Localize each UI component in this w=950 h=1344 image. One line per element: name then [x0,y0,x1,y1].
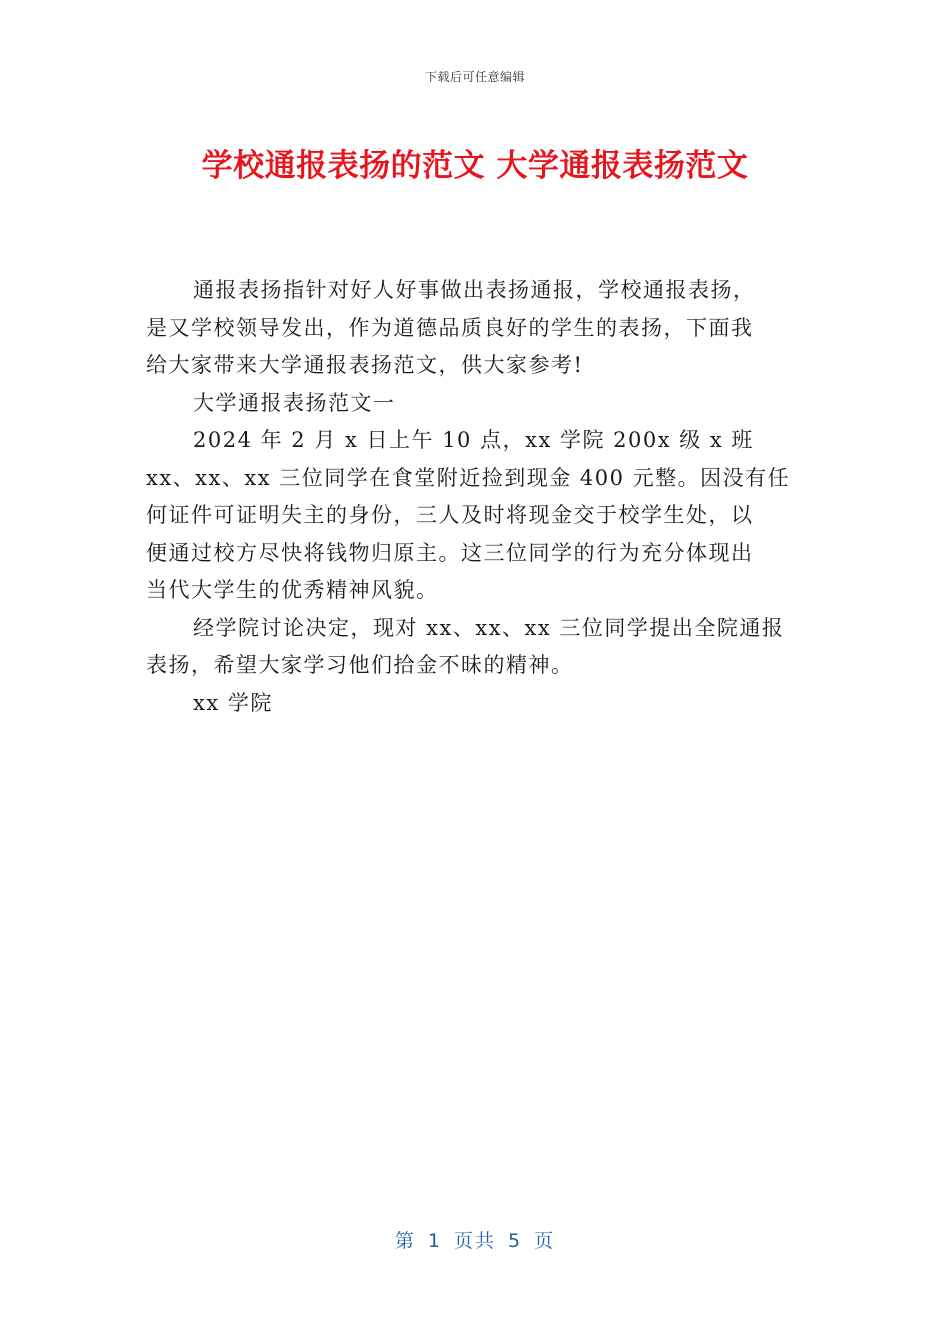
body-line-9: 当代大学生的优秀精神风貌。 [146,578,439,602]
body-line-1: 通报表扬指针对好人好事做出表扬通报，学校通报表扬， [193,278,756,302]
page-number-footer [0,1226,950,1253]
body-line-2: 是又学校领导发出，作为道德品质良好的学生的表扬，下面我 [146,315,754,340]
header-note: 下载后可任意编辑 [424,70,525,84]
page-mid: 页共 [453,1230,496,1252]
signature-line: xx 学院 [193,690,273,715]
total-pages: 5 [508,1230,523,1252]
body-line-8: 便通过校方尽快将钱物归原主。这三位同学的行为充分体现出 [146,540,754,565]
current-page: 1 [427,1230,442,1252]
page-prefix: 第 [394,1230,416,1252]
section-heading: 大学通报表扬范文一 [193,390,396,415]
body-line-3: 给大家带来大学通报表扬范文，供大家参考! [146,353,584,377]
body-line-7: 何证件可证明失主的身份，三人及时将现金交于校学生处，以 [146,503,754,527]
body-line-6: xx、xx、xx 三位同学在食堂附近捡到现金 400 元整。因没有任 [146,465,791,490]
body-line-5: 2024 年 2 月 x 日上午 10 点，xx 学院 200x 级 x 班 [193,428,754,452]
body-line-11: 表扬，希望大家学习他们拾金不昧的精神。 [146,653,574,677]
body-line-10: 经学院讨论决定，现对 xx、xx、xx 三位同学提出全院通报 [193,615,785,640]
document-body [146,272,806,722]
document-title: 学校通报表扬的范文 大学通报表扬范文 [201,148,749,184]
page-suffix: 页 [534,1230,556,1252]
